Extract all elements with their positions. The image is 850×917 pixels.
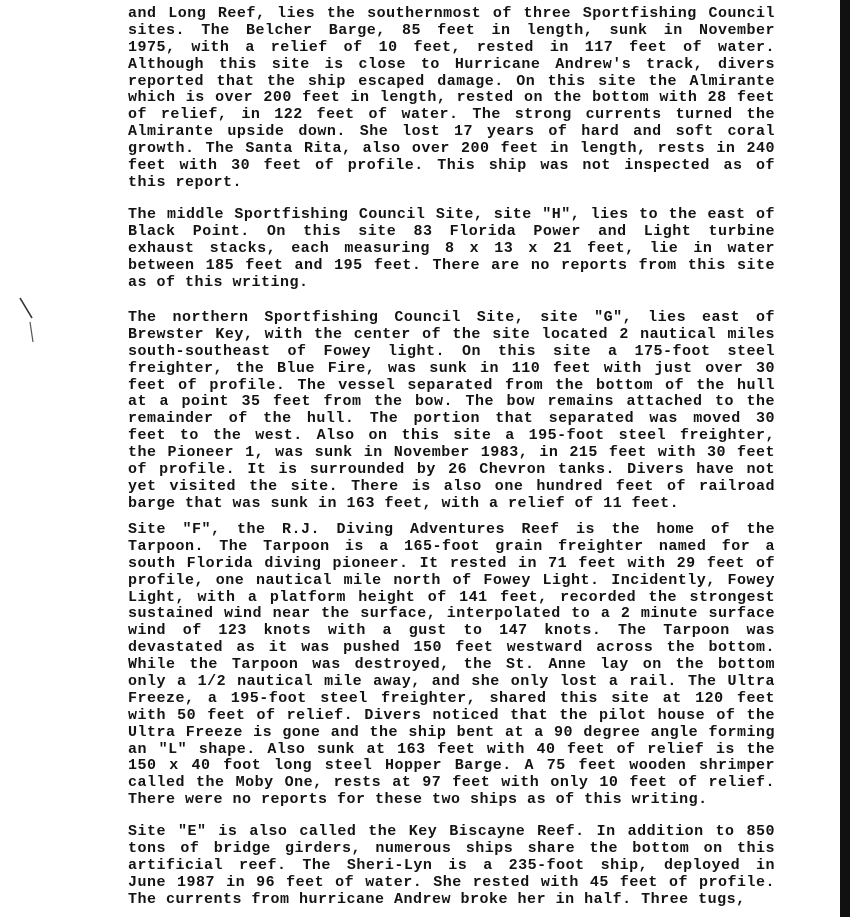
text-line: barge that was sunk in 163 feet, with a relief of 11 feet. bbox=[128, 495, 680, 512]
text-line: feet of profile. The vessel separated from the bottom of the hull bbox=[128, 377, 775, 394]
paragraph-belcher-barge bbox=[128, 6, 775, 192]
paragraph-site-f bbox=[128, 522, 775, 809]
ship-name: Almirante bbox=[689, 73, 775, 90]
text-line: While the Tarpoon was destroyed, the St. Anne lay on the bottom bbox=[128, 657, 775, 674]
ship-name: Tarpoon bbox=[663, 623, 730, 640]
text-line: growth. The Santa Rita, also over 200 feet in length, rests in 240 bbox=[128, 141, 775, 158]
text-line: an "L" shape. Also sunk at 163 feet with 40 feet of relief is the bbox=[128, 741, 775, 758]
text-line: The currents from hurricane Andrew broke her in half. Three tugs, bbox=[128, 891, 746, 908]
paragraph-text bbox=[128, 522, 775, 809]
text-line: with 50 feet of relief. Divers noticed that the pilot house of the bbox=[128, 707, 775, 724]
text-line: this report. bbox=[128, 174, 243, 191]
ship-name: Belcher Barge bbox=[246, 22, 377, 39]
text-line: the Pioneer 1, was sunk in November 1983, in 215 feet with 30 feet bbox=[128, 445, 775, 462]
text-line: only a 1/2 nautical mile away, and she only lost a rail. The Ultra bbox=[128, 674, 775, 691]
text-line: between 185 feet and 195 feet. There are no reports from this site bbox=[128, 257, 775, 274]
text-line: The middle Sportfishing Council Site, site "H", lies to the east of bbox=[128, 207, 775, 223]
ship-name: Hopper Barge bbox=[384, 758, 503, 775]
ship-name: Blue Fire bbox=[277, 360, 366, 377]
text-line: south-southeast of Fowey light. On this site a 175-foot steel bbox=[128, 343, 775, 360]
text-line: Black Point. On this site 83 Florida Power and Light turbine bbox=[128, 223, 775, 240]
text-line: profile, one nautical mile north of Fowey Light. Incidently, Fowey bbox=[128, 572, 775, 589]
ship-name: Tarpoon bbox=[231, 657, 299, 674]
text-line: Tarpoon. The Tarpoon is a 165-foot grain freighter named for a bbox=[128, 538, 775, 555]
ship-name: Pioneer 1 bbox=[167, 445, 255, 462]
text-line: Site "E" is also called the Key Biscayne Reef. In addition to 850 bbox=[128, 824, 775, 840]
text-line: 150 x 40 foot long steel Hopper Barge. A 75 feet wooden shrimper bbox=[128, 758, 775, 775]
text-line: The northern Sportfishing Council Site, site "G", lies east of bbox=[128, 310, 775, 326]
text-line: sustained wind near the surface, interpolated to a 2 minute surface bbox=[128, 606, 775, 623]
text-line: Although this site is close to Hurricane Andrew's track, divers bbox=[128, 56, 775, 73]
text-line: There were no reports for these two ships as of this writing. bbox=[128, 792, 708, 809]
text-line: called the Moby One, rests at 97 feet with only 10 feet of relief. bbox=[128, 775, 775, 792]
paragraph-site-e bbox=[128, 824, 775, 908]
text-line: freighter, the Blue Fire, was sunk in 110 feet with just over 30 bbox=[128, 360, 775, 377]
text-line: Light, with a platform height of 141 feet, recorded the strongest bbox=[128, 589, 775, 606]
ship-name: Almirante bbox=[128, 124, 214, 141]
text-line: which is over 200 feet in length, rested on the bottom with 28 feet bbox=[128, 90, 775, 107]
ship-name: Tarpoon bbox=[263, 538, 330, 555]
margin-pen-mark bbox=[14, 296, 54, 356]
paragraph-site-h bbox=[128, 207, 775, 291]
text-line: as of this writing. bbox=[128, 274, 309, 291]
paragraph-text bbox=[128, 207, 775, 291]
text-line: and Long Reef, lies the southernmost of three Sportfishing Council bbox=[128, 6, 775, 22]
text-line: Freeze, a 195-foot steel freighter, shared this site at 120 feet bbox=[128, 690, 775, 707]
ship-name: Santa Rita bbox=[245, 141, 343, 158]
text-line: Site "F", the R.J. Diving Adventures Reef is the home of the bbox=[128, 522, 775, 538]
ship-name: Moby One bbox=[235, 775, 314, 792]
paragraph-text bbox=[128, 6, 775, 192]
paragraph-site-g bbox=[128, 310, 775, 513]
text-line: June 1987 in 96 feet of water. She rested with 45 feet of profile. bbox=[128, 874, 775, 891]
paragraph-text bbox=[128, 310, 775, 513]
text-line: at a point 35 feet from the bow. The bow remains attached to the bbox=[128, 394, 775, 411]
text-line: of profile. It is surrounded by 26 Chevron tanks. Divers have not bbox=[128, 462, 775, 479]
ship-name: Ultra bbox=[727, 674, 775, 691]
text-line: Almirante upside down. She lost 17 years of hard and soft coral bbox=[128, 124, 775, 141]
text-line: 1975, with a relief of 10 feet, rested in 117 feet of water. bbox=[128, 39, 775, 56]
text-line: sites. The Belcher Barge, 85 feet in length, sunk in November bbox=[128, 22, 775, 39]
text-line: devastated as it was pushed 150 feet westward across the bottom. bbox=[128, 640, 775, 657]
ship-name: Sheri-Lyn bbox=[346, 857, 433, 874]
text-line: exhaust stacks, each measuring 8 x 13 x 21 feet, lie in water bbox=[128, 240, 775, 257]
ship-name: Freeze bbox=[128, 690, 186, 707]
ship-name: St. Anne bbox=[505, 657, 587, 674]
text-line: reported that the ship escaped damage. On this site the Almirante bbox=[128, 73, 775, 90]
text-line: Ultra Freeze is gone and the ship bent at a 90 degree angle forming bbox=[128, 724, 775, 741]
text-line: tons of bridge girders, numerous ships share the bottom on this bbox=[128, 840, 775, 857]
ship-name: Tarpoon bbox=[128, 538, 195, 555]
text-line: yet visited the site. There is also one hundred feet of railroad bbox=[128, 478, 775, 495]
text-line: artificial reef. The Sheri-Lyn is a 235-foot ship, deployed in bbox=[128, 857, 775, 874]
text-line: Brewster Key, with the center of the site located 2 nautical miles bbox=[128, 326, 775, 343]
text-line: remainder of the hull. The portion that separated was moved 30 bbox=[128, 411, 775, 428]
scan-edge-border bbox=[840, 0, 850, 917]
ship-name: Ultra Freeze bbox=[128, 724, 243, 741]
text-line: feet to the west. Also on this site a 195-foot steel freighter, bbox=[128, 428, 775, 445]
text-line: south Florida diving pioneer. It rested in 71 feet with 29 feet of bbox=[128, 555, 775, 572]
text-line: wind of 123 knots with a gust to 147 knots. The Tarpoon was bbox=[128, 623, 775, 640]
text-line: feet with 30 feet of profile. This ship was not inspected as of bbox=[128, 158, 775, 175]
paragraph-text bbox=[128, 824, 775, 908]
text-line: of relief, in 122 feet of water. The strong currents turned the bbox=[128, 107, 775, 124]
